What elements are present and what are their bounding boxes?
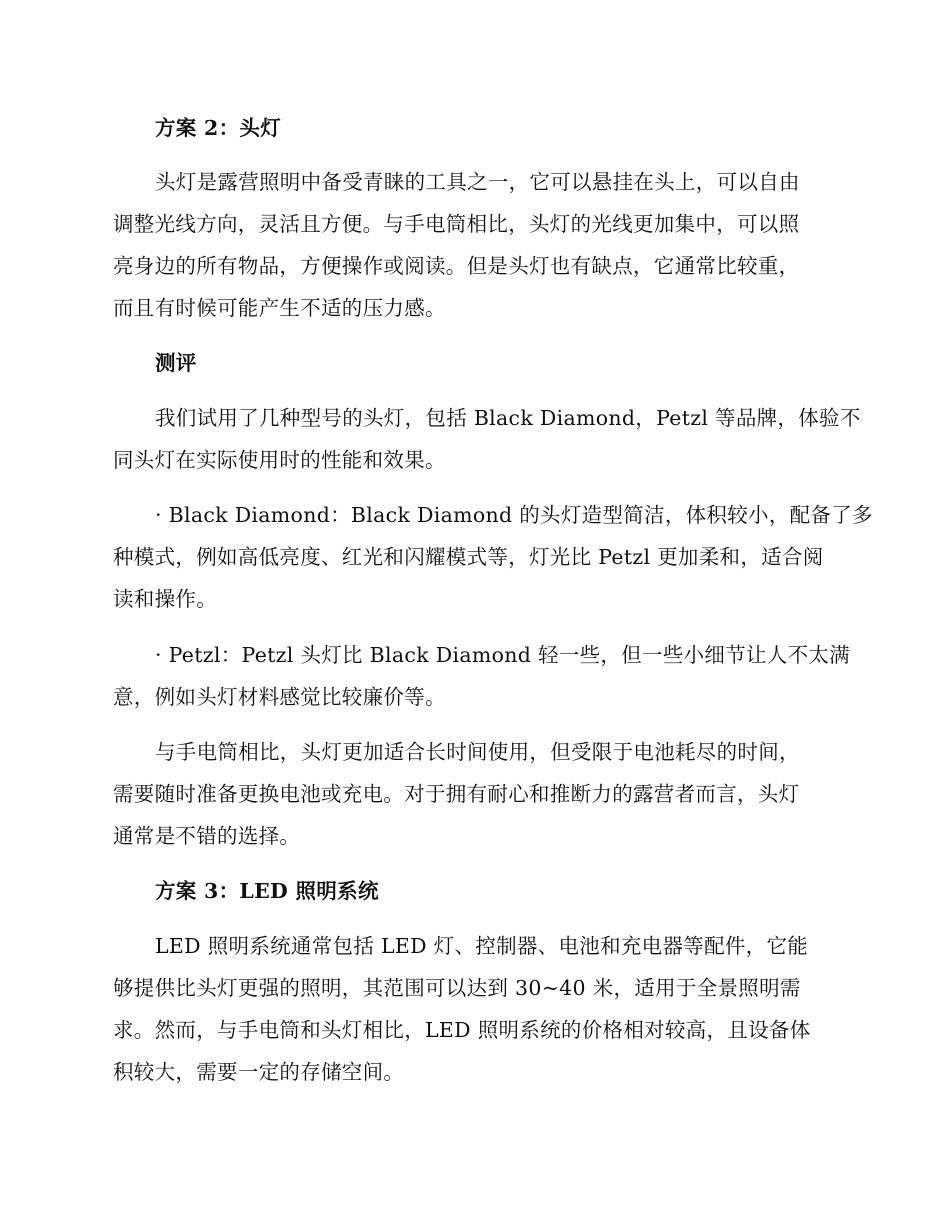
paragraph-line: 亮身边的所有物品，方便操作或阅读。但是头灯也有缺点，它通常比较重， (113, 254, 800, 278)
paragraph-line: 我们试用了几种型号的头灯，包括 Black Diamond，Petzl 等品牌，体验不 (155, 406, 861, 430)
paragraph-line: 头灯是露营照明中备受青睐的工具之一，它可以悬挂在头上，可以自由 (155, 170, 800, 194)
paragraph-line: 而且有时候可能产生不适的压力感。 (113, 296, 446, 320)
section-heading-plan2: 方案 2：头灯 (155, 116, 282, 140)
paragraph-line: 需要随时准备更换电池或充电。对于拥有耐心和推断力的露营者而言，头灯 (113, 782, 800, 806)
paragraph-line: LED 照明系统通常包括 LED 灯、控制器、电池和充电器等配件，它能 (155, 934, 809, 958)
bullet-line: · Petzl：Petzl 头灯比 Black Diamond 轻一些，但一些小细节让人不太满 (155, 643, 850, 667)
paragraph-line: 求。然而，与手电筒和头灯相比，LED 照明系统的价格相对较高，且设备体 (113, 1018, 811, 1042)
paragraph-line: 与手电筒相比，头灯更加适合长时间使用，但受限于电池耗尽的时间， (155, 740, 800, 764)
bullet-line: 意，例如头灯材料感觉比较廉价等。 (113, 685, 446, 709)
section-heading-review: 测评 (155, 351, 197, 375)
bullet-line: 读和操作。 (113, 587, 217, 611)
bullet-line: · Black Diamond：Black Diamond 的头灯造型简洁，体积较小，配备了多 (155, 503, 873, 527)
paragraph-line: 调整光线方向，灵活且方便。与手电筒相比，头灯的光线更加集中，可以照 (113, 212, 800, 236)
bullet-line: 种模式，例如高低亮度、红光和闪耀模式等，灯光比 Petzl 更加柔和，适合阅 (113, 545, 824, 569)
paragraph-line: 通常是不错的选择。 (113, 824, 301, 848)
section-heading-plan3: 方案 3：LED 照明系统 (155, 879, 379, 903)
paragraph-line: 同头灯在实际使用时的性能和效果。 (113, 448, 446, 472)
paragraph-line: 积较大，需要一定的存储空间。 (113, 1060, 405, 1084)
paragraph-line: 够提供比头灯更强的照明，其范围可以达到 30~40 米，适用于全景照明需 (113, 976, 801, 1000)
